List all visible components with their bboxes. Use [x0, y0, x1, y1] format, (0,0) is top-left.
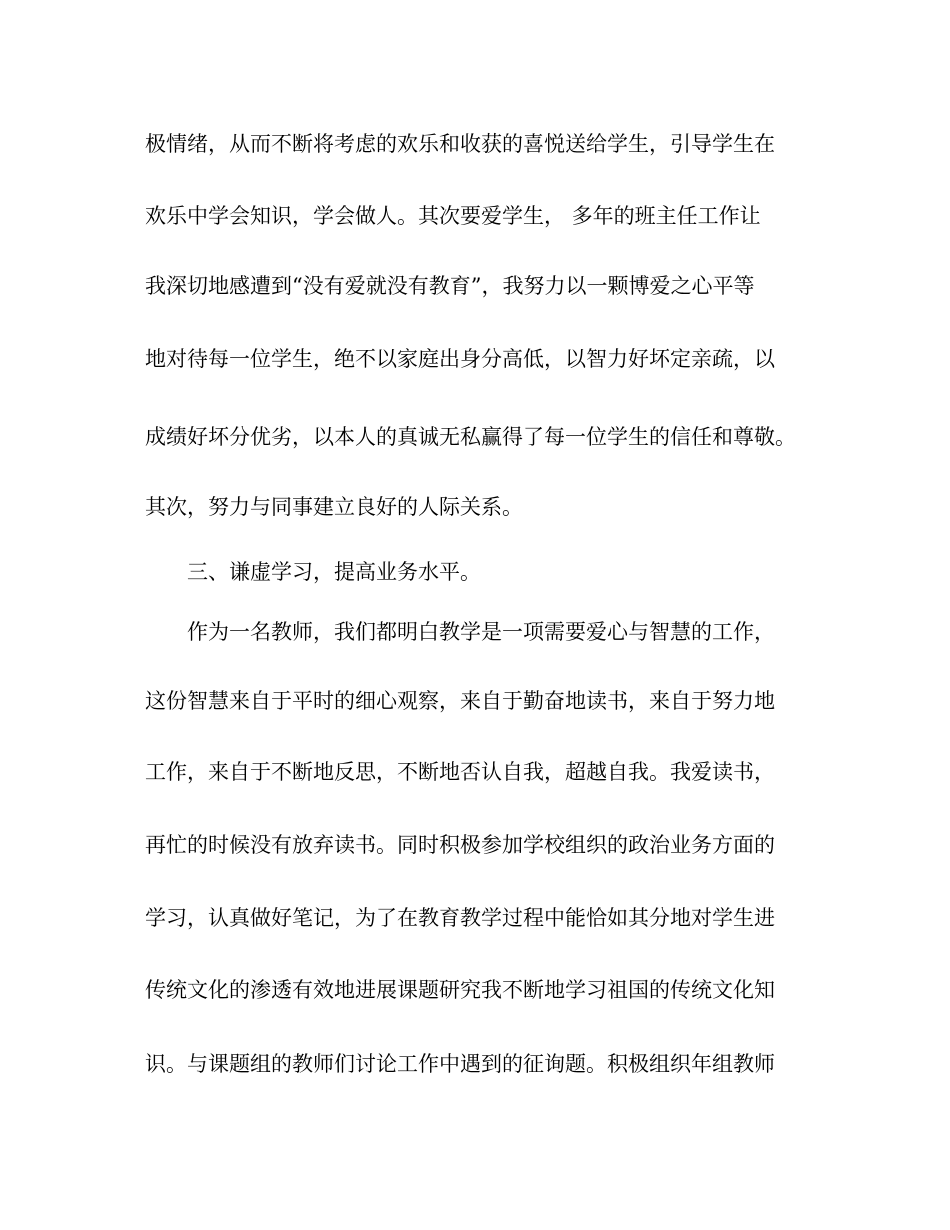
section-heading: 三、谦虚学习，提高业务水平。	[187, 560, 481, 584]
paragraph-line: 我深切地感遭到“没有爱就没有教育”，我努力以一颗博爱之心平等	[145, 274, 755, 298]
paragraph-line: 极情绪，从而不断将考虑的欢乐和收获的喜悦送给学生，引导学生在	[145, 132, 775, 156]
paragraph-line: 学习，认真做好笔记，为了在教育教学过程中能恰如其分地对学生进	[145, 906, 775, 930]
paragraph-line: 工作，来自于不断地反思，不断地否认自我，超越自我。我爱读书，	[145, 760, 775, 784]
paragraph-line: 这份智慧来自于平时的细心观察，来自于勤奋地读书，来自于努力地	[145, 689, 775, 713]
paragraph-line: 识。与课题组的教师们讨论工作中遇到的征询题。积极组织年组教师	[145, 1052, 775, 1076]
paragraph-line: 欢乐中学会知识，学会做人。其次要爱学生， 多年的班主任工作让	[145, 204, 761, 228]
paragraph-line: 再忙的时候没有放弃读书。同时积极参加学校组织的政治业务方面的	[145, 833, 775, 857]
paragraph-line: 传统文化的渗透有效地进展课题研究我不断地学习祖国的传统文化知	[145, 978, 775, 1002]
paragraph-line: 作为一名教师，我们都明白教学是一项需要爱心与智慧的工作，	[187, 620, 775, 644]
paragraph-line: 其次，努力与同事建立良好的人际关系。	[145, 495, 523, 519]
paragraph-line: 地对待每一位学生，绝不以家庭出身分高低，以智力好坏定亲疏，以	[145, 347, 775, 371]
paragraph-line: 成绩好坏分优劣，以本人的真诚无私赢得了每一位学生的信任和尊敬。	[145, 425, 796, 449]
